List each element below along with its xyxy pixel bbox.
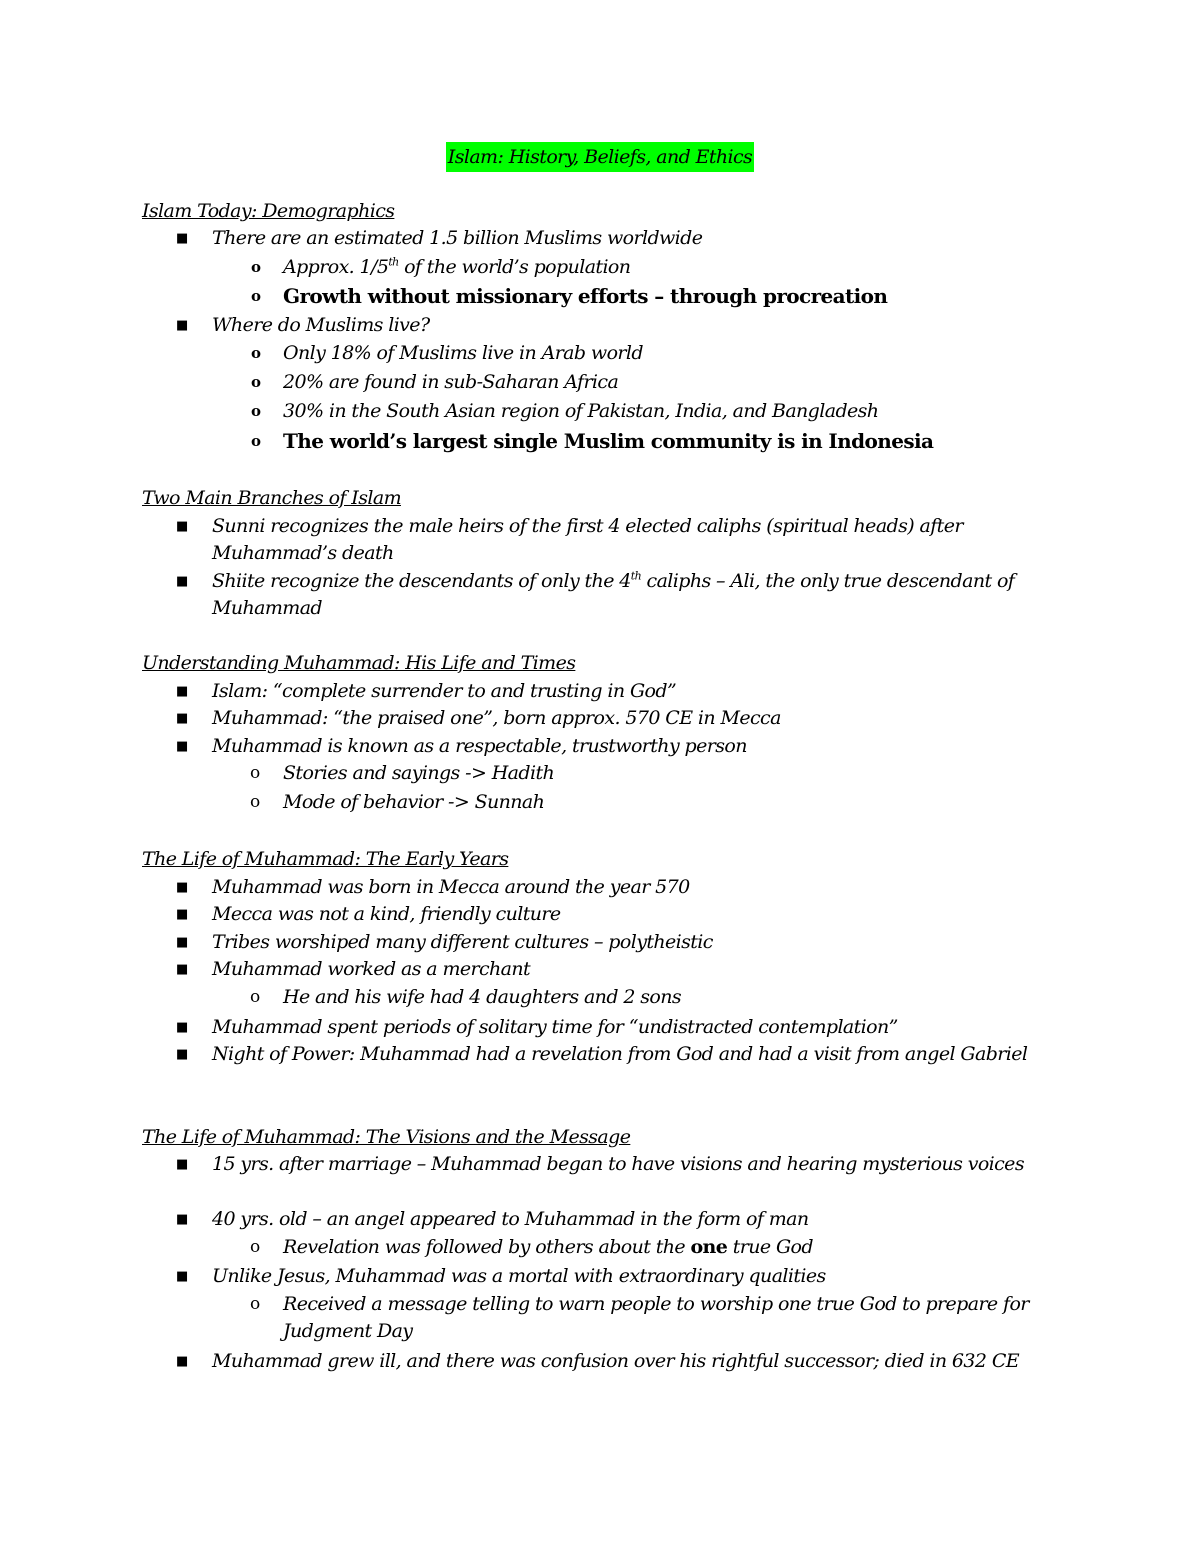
square-bullet-icon: ■ (176, 880, 188, 895)
list-item: o 30% in the South Asian region of Pakistan, India, and Bangladesh (283, 398, 1063, 425)
section-heading-demographics: Islam Today: Demographics (142, 200, 395, 222)
square-bullet-icon: ■ (176, 1354, 188, 1369)
circle-bullet-icon: o (250, 792, 260, 812)
circle-bullet-icon: o (251, 432, 261, 450)
square-bullet-icon: ■ (176, 1020, 188, 1035)
square-bullet-icon: ■ (176, 684, 188, 699)
section-heading-branches: Two Main Branches of Islam (142, 487, 401, 509)
list-item: ■ Muhammad: “the praised one”, born approx. 570 CE in Mecca (212, 705, 1052, 732)
section-heading-understanding: Understanding Muhammad: His Life and Times (142, 652, 576, 674)
list-item: o Only 18% of Muslims live in Arab world (283, 340, 1063, 367)
circle-bullet-icon: o (251, 344, 261, 362)
list-item: o Approx. 1/5th of the world’s population (283, 254, 1063, 281)
document-title: Islam: History, Beliefs, and Ethics (446, 142, 754, 172)
list-item: ■ 15 yrs. after marriage – Muhammad began to have visions and hearing mysterious voices (212, 1151, 1052, 1178)
circle-bullet-icon: o (250, 1294, 260, 1314)
list-item: ■ Muhammad grew ill, and there was confusion over his rightful successor; died in 632 CE (212, 1348, 1052, 1375)
square-bullet-icon: ■ (176, 1212, 188, 1227)
section-heading-early-years: The Life of Muhammad: The Early Years (142, 848, 509, 870)
square-bullet-icon: ■ (176, 519, 188, 534)
square-bullet-icon: ■ (176, 574, 188, 589)
section-heading-visions: The Life of Muhammad: The Visions and the Message (142, 1126, 631, 1148)
square-bullet-icon: ■ (176, 1157, 188, 1172)
list-item: ■ There are an estimated 1.5 billion Muslims worldwide (212, 225, 1052, 252)
square-bullet-icon: ■ (176, 711, 188, 726)
list-item: ■ Unlike Jesus, Muhammad was a mortal with extraordinary qualities (212, 1263, 1052, 1290)
circle-bullet-icon: o (250, 987, 260, 1007)
list-item: ■ Muhammad is known as a respectable, trustworthy person (212, 733, 1052, 760)
list-item: ■ Muhammad worked as a merchant (212, 956, 1052, 983)
list-item: ■ Tribes worshiped many different cultures – polytheistic (212, 929, 1052, 956)
list-item: o Stories and sayings -> Hadith (283, 760, 1063, 787)
list-item: ■ Mecca was not a kind, friendly culture (212, 901, 1052, 928)
list-item: ■ Where do Muslims live? (212, 312, 1052, 339)
square-bullet-icon: ■ (176, 739, 188, 754)
list-item: ■ Muhammad was born in Mecca around the year 570 (212, 874, 1052, 901)
circle-bullet-icon: o (250, 763, 260, 783)
square-bullet-icon: ■ (176, 1269, 188, 1284)
list-item: o 20% are found in sub-Saharan Africa (283, 369, 1063, 396)
circle-bullet-icon: o (250, 1237, 260, 1257)
list-item: o Revelation was followed by others about the one true God (283, 1234, 1063, 1261)
square-bullet-icon: ■ (176, 318, 188, 333)
square-bullet-icon: ■ (176, 231, 188, 246)
list-item: ■ Night of Power: Muhammad had a revelation from God and had a visit from angel Gabriel (212, 1041, 1052, 1068)
list-item: o Received a message telling to warn people to worship one true God to prepare for Judgment Day (250, 1293, 1029, 1342)
circle-bullet-icon: o (251, 287, 261, 305)
circle-bullet-icon: o (251, 373, 261, 391)
square-bullet-icon: ■ (176, 935, 188, 950)
square-bullet-icon: ■ (176, 907, 188, 922)
list-item: o The world’s largest single Muslim community is in Indonesia (251, 429, 934, 453)
list-item: ■ Islam: “complete surrender to and trusting in God” (212, 678, 1052, 705)
list-item: ■ 40 yrs. old – an angel appeared to Muhammad in the form of man (212, 1206, 1052, 1233)
list-item: o Mode of behavior -> Sunnah (283, 789, 1063, 816)
square-bullet-icon: ■ (176, 962, 188, 977)
circle-bullet-icon: o (251, 402, 261, 420)
list-item: ■ Muhammad spent periods of solitary time for “undistracted contemplation” (212, 1014, 1052, 1041)
square-bullet-icon: ■ (176, 1047, 188, 1062)
list-item: ■ Shiite recognize the descendants of only the 4th caliphs – Ali, the only true descendant of Muhammad (176, 569, 1015, 619)
list-item: o Growth without missionary efforts – through procreation (251, 284, 888, 308)
list-item: o He and his wife had 4 daughters and 2 sons (283, 984, 1063, 1011)
circle-bullet-icon: o (251, 258, 261, 276)
list-item: ■ Sunni recognizes the male heirs of the first 4 elected caliphs (spiritual heads) after Muhammad’s death (176, 515, 963, 564)
